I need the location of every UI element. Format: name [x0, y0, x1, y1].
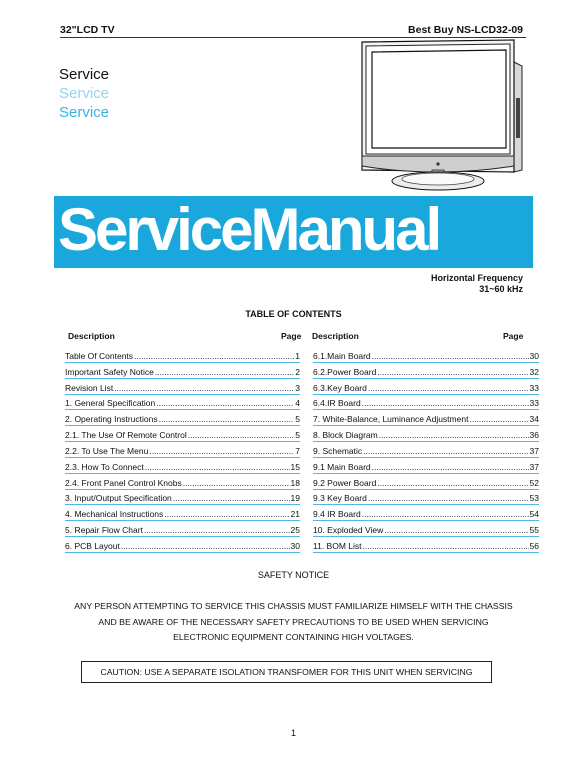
toc-item[interactable]	[313, 410, 539, 426]
toc-item-text: 6.4.IR Board	[313, 398, 361, 409]
toc-item-page: 37	[529, 461, 539, 472]
toc-item-page: 33	[529, 382, 539, 393]
horizontal-frequency	[431, 273, 523, 295]
toc-item[interactable]	[65, 347, 300, 363]
toc-item-page: 37	[529, 445, 539, 456]
toc-leader	[188, 430, 295, 440]
toc-item[interactable]	[65, 442, 300, 458]
toc-leader	[469, 414, 528, 424]
toc-item-page: 55	[529, 525, 539, 536]
toc-leader	[114, 383, 294, 393]
toc-col-description-right: Description	[312, 331, 359, 341]
toc-item-page: 2	[295, 366, 300, 377]
toc-leader	[144, 525, 290, 535]
toc-leader	[372, 351, 529, 361]
toc-leader	[121, 541, 290, 551]
toc-item-text: 9. Schematic	[313, 445, 363, 456]
toc-item[interactable]	[65, 458, 300, 474]
toc-leader	[149, 446, 294, 456]
toc-item[interactable]	[65, 395, 300, 411]
toc-item[interactable]	[313, 458, 539, 474]
toc-item-page: 19	[290, 493, 300, 504]
toc-item[interactable]	[313, 379, 539, 395]
caution-box: CAUTION: USE A SEPARATE ISOLATION TRANSFOMER FOR THIS UNIT WHEN SERVICING	[81, 661, 492, 683]
toc-item[interactable]	[65, 521, 300, 537]
toc-item-text: 8. Block Diagram	[313, 430, 378, 441]
toc-item-page: 5	[295, 414, 300, 425]
toc-item[interactable]	[313, 505, 539, 521]
toc-leader	[362, 398, 529, 408]
toc-item[interactable]	[65, 505, 300, 521]
toc-item-page: 1	[295, 350, 300, 361]
toc-item-text: Important Safety Notice	[65, 366, 154, 377]
toc-item[interactable]	[313, 537, 539, 553]
toc-item[interactable]	[313, 521, 539, 537]
toc-leader	[368, 493, 529, 503]
toc-leader	[173, 493, 290, 503]
toc-item-text: 2.3. How To Connect	[65, 461, 144, 472]
toc-item[interactable]	[65, 426, 300, 442]
toc-item[interactable]	[313, 490, 539, 506]
page-number: 1	[290, 728, 296, 738]
horizontal-frequency-value: 31~60 kHz	[479, 284, 523, 294]
toc-item-page: 7	[295, 445, 300, 456]
header-model-name: Best Buy NS-LCD32-09	[408, 24, 523, 36]
toc-item-text: 11. BOM List	[313, 540, 362, 551]
toc-item-page: 30	[290, 540, 300, 551]
toc-item-page: 54	[529, 509, 539, 520]
toc-item-page: 56	[529, 540, 539, 551]
header-model-type: 32"LCD TV	[60, 24, 115, 36]
toc-item-text: 9.2 Power Board	[313, 477, 377, 488]
toc-item[interactable]	[65, 410, 300, 426]
toc-item-text: 6.1.Main Board	[313, 350, 371, 361]
safety-notice-line-1: ANY PERSON ATTEMPTING TO SERVICE THIS CHASSIS MUST FAMILIARIZE HIMSELF WITH THE CHASSIS	[74, 601, 513, 611]
toc-item[interactable]	[65, 490, 300, 506]
toc-leader	[384, 525, 528, 535]
toc-item[interactable]	[313, 347, 539, 363]
lcd-tv-icon	[356, 38, 526, 194]
toc-col-page-right: Page	[503, 331, 524, 341]
toc-item-page: 36	[529, 430, 539, 441]
toc-item-page: 5	[295, 430, 300, 441]
toc-item-page: 18	[290, 477, 300, 488]
toc-item-text: 2.2. To Use The Menu	[65, 445, 149, 456]
safety-notice-title: SAFETY NOTICE	[257, 570, 330, 580]
toc-item-page: 53	[529, 493, 539, 504]
toc-leader	[134, 351, 294, 361]
toc-item-text: 4. Mechanical Instructions	[65, 509, 164, 520]
toc-item-page: 33	[529, 398, 539, 409]
toc-item-page: 34	[529, 414, 539, 425]
toc-item[interactable]	[313, 442, 539, 458]
toc-item-text: 6.2.Power Board	[313, 366, 377, 377]
toc-item-text: 2.4. Front Panel Control Knobs	[65, 477, 182, 488]
toc-item-text: 2. Operating Instructions	[65, 414, 158, 425]
horizontal-frequency-label: Horizontal Frequency	[430, 273, 523, 283]
banner-title: ServiceManual	[58, 196, 440, 263]
toc-leader	[379, 430, 529, 440]
toc-item-text: 1. General Specification	[65, 398, 156, 409]
toc-title: TABLE OF CONTENTS	[245, 309, 342, 319]
toc-item[interactable]	[65, 537, 300, 553]
service-word-2: Service	[59, 85, 110, 102]
toc-item[interactable]	[65, 474, 300, 490]
toc-item-page: 30	[529, 350, 539, 361]
toc-item-page: 32	[529, 366, 539, 377]
toc-leader	[145, 462, 290, 472]
toc-col-page-left: Page	[281, 331, 302, 341]
toc-item-page: 4	[295, 398, 300, 409]
toc-leader	[156, 398, 294, 408]
toc-item-page: 25	[290, 525, 300, 536]
toc-col-description-left: Description	[68, 331, 115, 341]
toc-item-text: 7. White-Balance, Luminance Adjustment	[313, 414, 469, 425]
toc-item-text: Revision List	[65, 382, 114, 393]
toc-item[interactable]	[313, 395, 539, 411]
toc-item-text: Table Of Contents	[65, 350, 134, 361]
toc-leader	[164, 509, 289, 519]
toc-item[interactable]	[313, 363, 539, 379]
toc-item[interactable]	[65, 363, 300, 379]
service-word-3: Service	[59, 104, 110, 121]
toc-list-right	[313, 347, 539, 553]
toc-leader	[368, 383, 529, 393]
toc-leader	[362, 509, 529, 519]
toc-leader	[159, 414, 295, 424]
service-manual-banner	[54, 196, 533, 268]
safety-notice-line-2: AND BE AWARE OF THE NECESSARY SAFETY PRECAUTIONS TO BE USED WHEN SERVICING	[98, 617, 489, 627]
toc-item-page: 15	[290, 461, 300, 472]
service-word-1: Service	[59, 66, 110, 83]
toc-leader	[377, 478, 528, 488]
toc-leader	[377, 367, 528, 377]
toc-item-text: 5. Repair Flow Chart	[65, 525, 143, 536]
toc-list-left	[65, 347, 300, 553]
toc-item-text: 10. Exploded View	[313, 525, 384, 536]
toc-item-page: 21	[290, 509, 300, 520]
toc-item-text: 6. PCB Layout	[65, 540, 120, 551]
toc-leader	[363, 541, 529, 551]
toc-item[interactable]	[313, 474, 539, 490]
toc-item-text: 3. Input/Output Specification	[65, 493, 172, 504]
toc-leader	[372, 462, 529, 472]
toc-item-page: 3	[295, 382, 300, 393]
toc-item-text: 9.3 Key Board	[313, 493, 367, 504]
toc-leader	[363, 446, 528, 456]
toc-item-text: 9.1 Main Board	[313, 461, 371, 472]
toc-leader	[155, 367, 294, 377]
toc-item-text: 6.3.Key Board	[313, 382, 367, 393]
safety-notice-line-3: ELECTRONIC EQUIPMENT CONTAINING HIGH VOLTAGES.	[173, 632, 414, 642]
toc-item[interactable]	[65, 379, 300, 395]
toc-item[interactable]	[313, 426, 539, 442]
toc-item-text: 9.4 IR Board	[313, 509, 361, 520]
toc-item-text: 2.1. The Use Of Remote Control	[65, 430, 187, 441]
toc-item-page: 52	[529, 477, 539, 488]
toc-leader	[183, 478, 290, 488]
